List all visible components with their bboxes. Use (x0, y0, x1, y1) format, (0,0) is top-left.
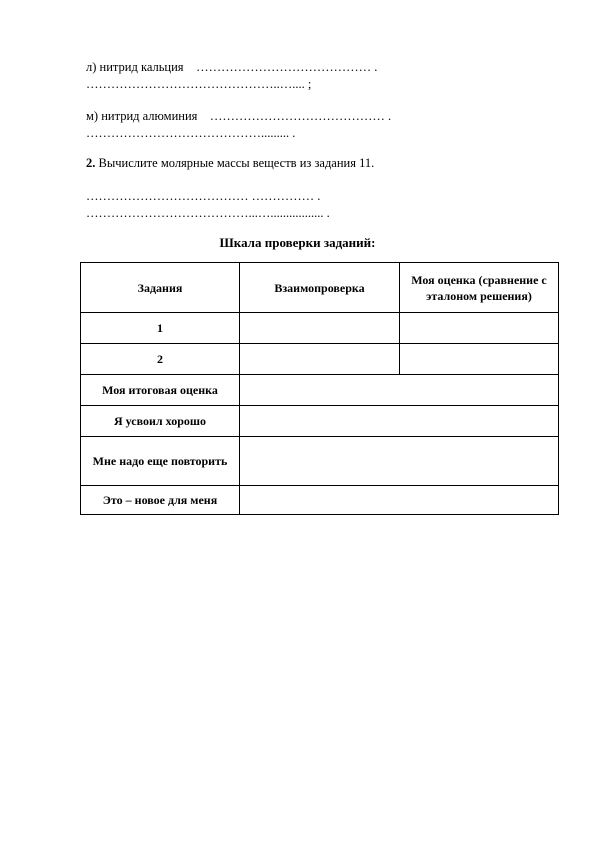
new-for-me-label: Это – новое для меня (81, 486, 240, 515)
item-l-line-1 (86, 60, 377, 74)
task-2-answer-blank[interactable]: ………………………………… …………… . (86, 189, 321, 203)
learned-well-label: Я усвоил хорошо (81, 406, 240, 437)
assessment-table (80, 262, 559, 515)
final-grade-cell[interactable] (240, 375, 559, 406)
item-m-answer-blank-2[interactable]: ……………………………………......... . (86, 126, 296, 140)
self-assessment-cell[interactable] (400, 313, 559, 344)
self-assessment-cell[interactable] (400, 344, 559, 375)
task-2-instruction (86, 156, 374, 170)
header-peer-review: Взаимопроверка (240, 263, 400, 313)
table-row (81, 406, 559, 437)
table-header-row (81, 263, 559, 313)
item-m-label: м) нитрид алюминия (86, 109, 198, 123)
final-grade-label: Моя итоговая оценка (81, 375, 240, 406)
item-m-answer-blank[interactable]: …………………………………… . (209, 109, 392, 123)
new-for-me-cell[interactable] (240, 486, 559, 515)
item-m-line-1 (86, 109, 391, 123)
peer-review-cell[interactable] (240, 344, 400, 375)
learned-well-cell[interactable] (240, 406, 559, 437)
header-tasks: Задания (81, 263, 240, 313)
table-row (81, 437, 559, 486)
table-row (81, 344, 559, 375)
header-self-assessment: Моя оценка (сравнение с эталоном решения) (400, 263, 559, 313)
peer-review-cell[interactable] (240, 313, 400, 344)
table-row (81, 313, 559, 344)
scale-title: Шкала проверки заданий: (219, 235, 376, 250)
task-2-answer-blank-2[interactable]: …………………………………...…................. . (86, 206, 330, 220)
table-row (81, 375, 559, 406)
need-repeat-label: Мне надо еще повторить (81, 437, 240, 486)
task-2-text: Вычислите молярные массы веществ из задания 11. (98, 156, 375, 170)
need-repeat-cell[interactable] (240, 437, 559, 486)
task-2-number: 2. (86, 156, 96, 170)
item-l-answer-blank[interactable]: …………………………………… . (196, 60, 378, 74)
task-number-cell: 2 (81, 344, 240, 375)
item-l-label: л) нитрид кальция (86, 60, 184, 74)
item-l-answer-blank-2[interactable]: ………………………………………..….... ; (86, 77, 312, 91)
table-row (81, 486, 559, 515)
task-number-cell: 1 (81, 313, 240, 344)
